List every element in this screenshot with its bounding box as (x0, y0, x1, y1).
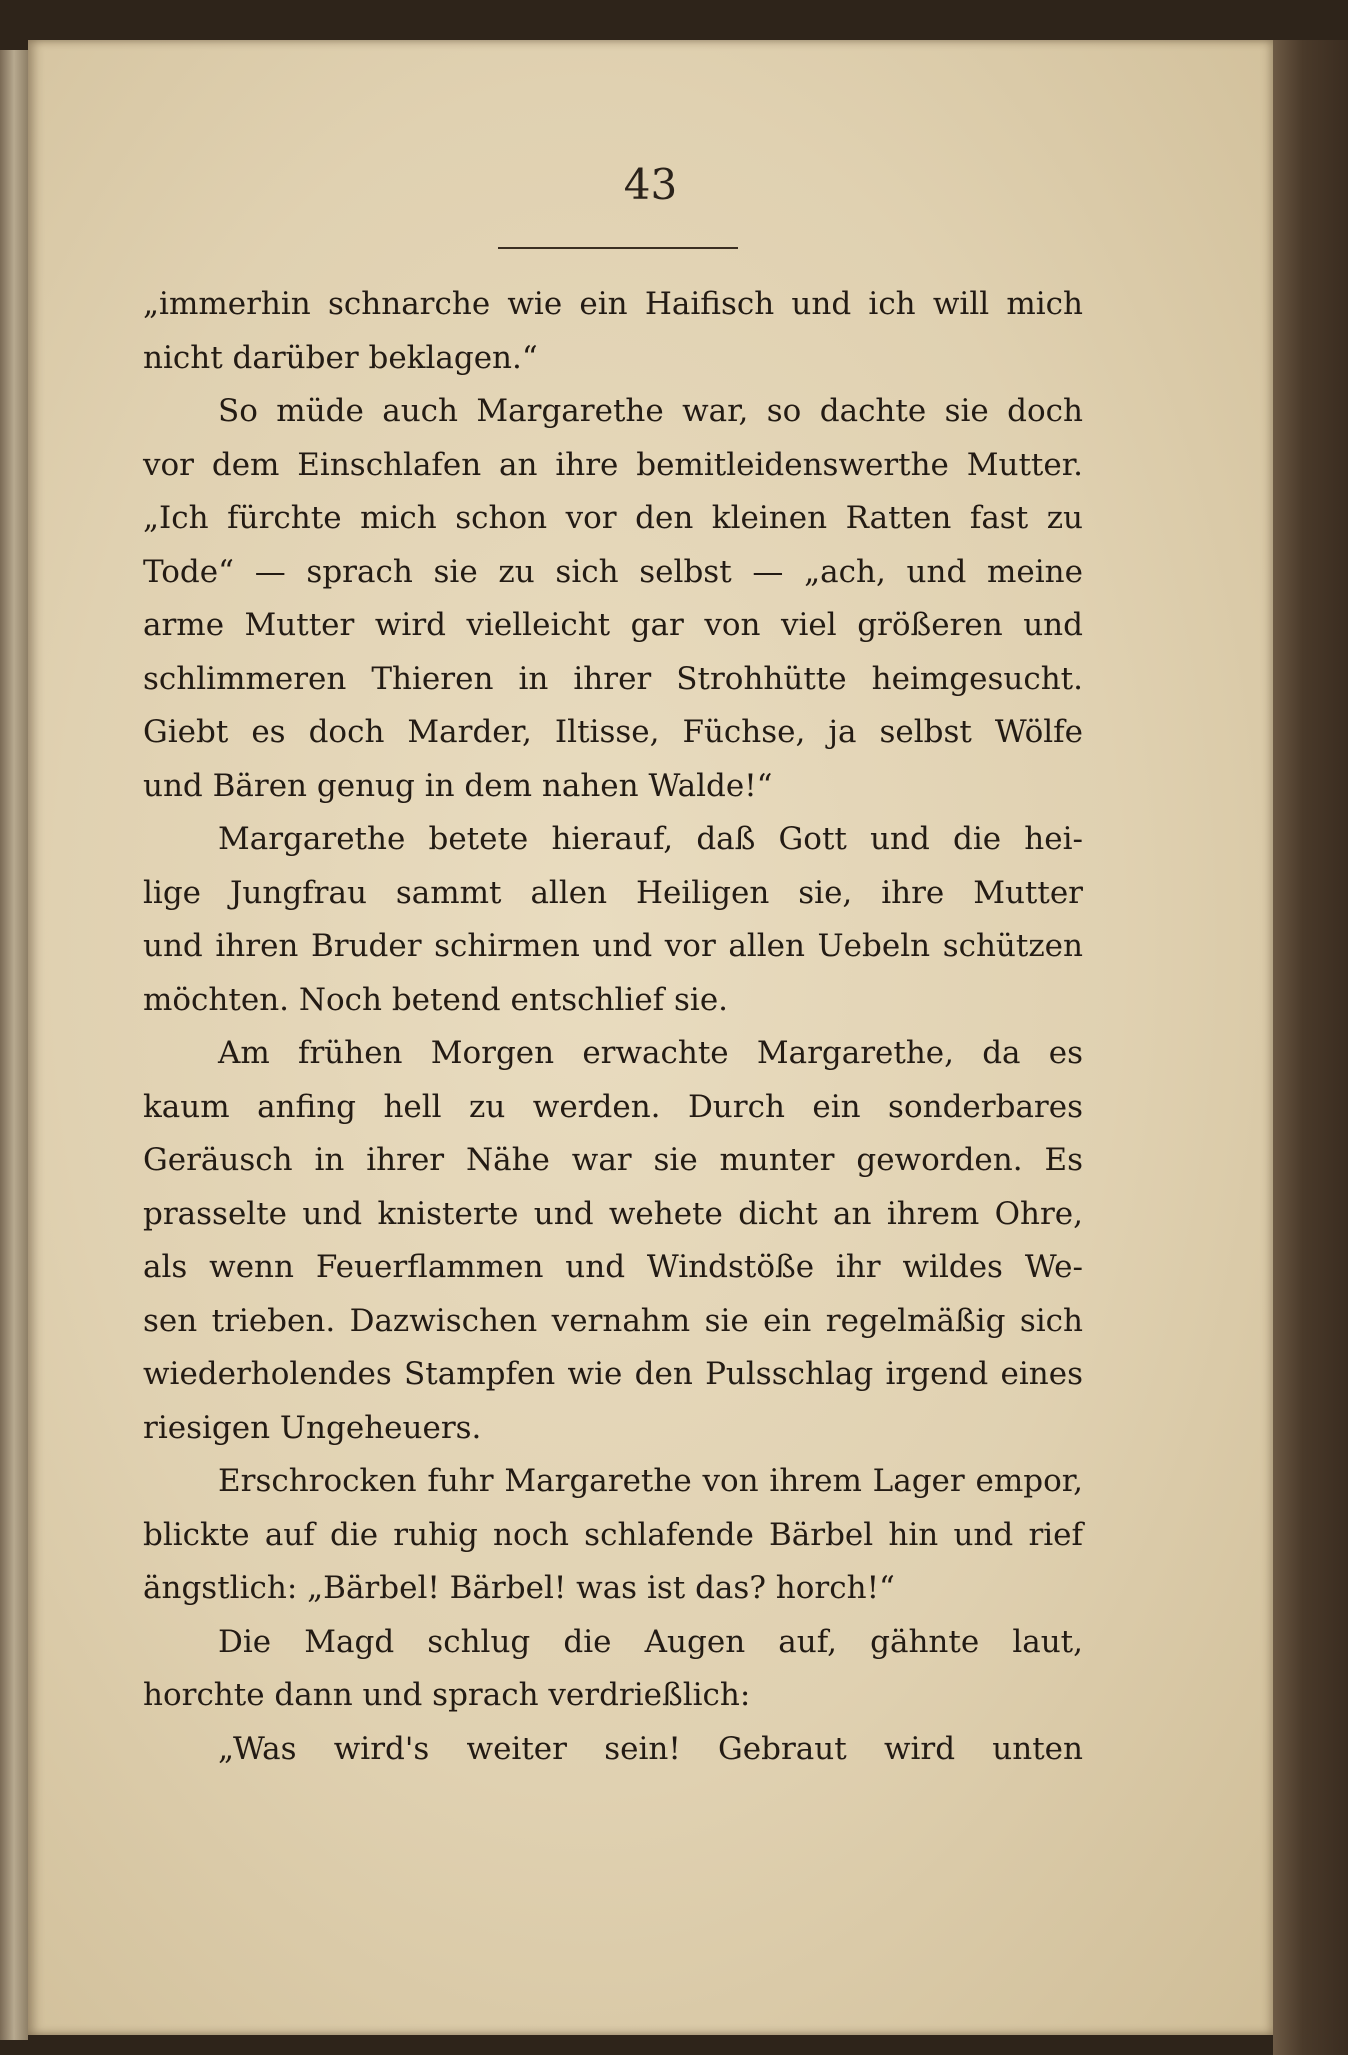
text-line: „Was wird's weiter sein! Gebraut wird unten (218, 1730, 1083, 1767)
text-line: wiederholendes Stampfen wie den Pulsschlag irgend eines (143, 1356, 1083, 1392)
page-number: 43 (623, 160, 678, 209)
text-line: sen trieben. Dazwischen vernahm sie ein regelmäßig sich (143, 1302, 1083, 1339)
text-line: Margarethe betete hierauf, daß Gott und die hei- (218, 821, 1083, 857)
text-line: nicht darüber beklagen.“ (143, 339, 538, 376)
text-line: Giebt es doch Marder, Iltisse, Füchse, ja selbst Wölfe (143, 714, 1083, 750)
text-line: Am frühen Morgen erwachte Margarethe, da es (218, 1035, 1083, 1071)
text-line: kaum anfing hell zu werden. Durch ein sonderbares (143, 1088, 1083, 1125)
text-line: und Bären genug in dem nahen Walde!“ (143, 767, 773, 804)
text-line: vor dem Einschlafen an ihre bemitleidenswerthe Mutter. (143, 446, 1083, 483)
text-line: riesigen Ungeheuers. (143, 1409, 482, 1446)
text-line: Die Magd schlug die Augen auf, gähnte laut, (218, 1623, 1083, 1660)
text-line: möchten. Noch betend entschlief sie. (143, 981, 729, 1018)
text-line: Geräusch in ihrer Nähe war sie munter geworden. Es (143, 1142, 1083, 1178)
text-line: horchte dann und sprach verdrießlich: (143, 1677, 751, 1713)
text-line: und ihren Bruder schirmen und vor allen Uebeln schützen (143, 928, 1083, 964)
text-line: „Ich fürchte mich schon vor den kleinen Ratten fast zu (143, 500, 1083, 536)
book-cover-edge (1273, 40, 1348, 2055)
text-line: blickte auf die ruhig noch schlafende Bärbel hin und rief (143, 1516, 1083, 1553)
text-line: als wenn Feuerflammen und Windstöße ihr wildes We- (143, 1249, 1083, 1285)
text-line: arme Mutter wird vielleicht gar von viel größeren und (143, 607, 1083, 643)
body-text (143, 278, 1083, 1776)
text-line: ängstlich: „Bärbel! Bärbel! was ist das? horch!“ (143, 1570, 895, 1606)
text-line: So müde auch Margarethe war, so dachte sie doch (218, 393, 1083, 429)
text-line: schlimmeren Thieren in ihrer Strohhütte heimgesucht. (143, 660, 1083, 697)
header-rule (498, 247, 738, 249)
text-line: Erschrocken fuhr Margarethe von ihrem Lager empor, (218, 1463, 1083, 1499)
text-line: lige Jungfrau sammt allen Heiligen sie, ihre Mutter (143, 874, 1083, 911)
previous-page-edge (0, 50, 28, 2040)
text-line: prasselte und knisterte und wehete dicht an ihrem Ohre, (143, 1195, 1083, 1232)
text-line: Tode“ — sprach sie zu sich selbst — „ach, und meine (143, 553, 1083, 590)
book-page (28, 40, 1273, 2035)
text-line: „immerhin schnarche wie ein Haifisch und ich will mich (143, 286, 1083, 322)
